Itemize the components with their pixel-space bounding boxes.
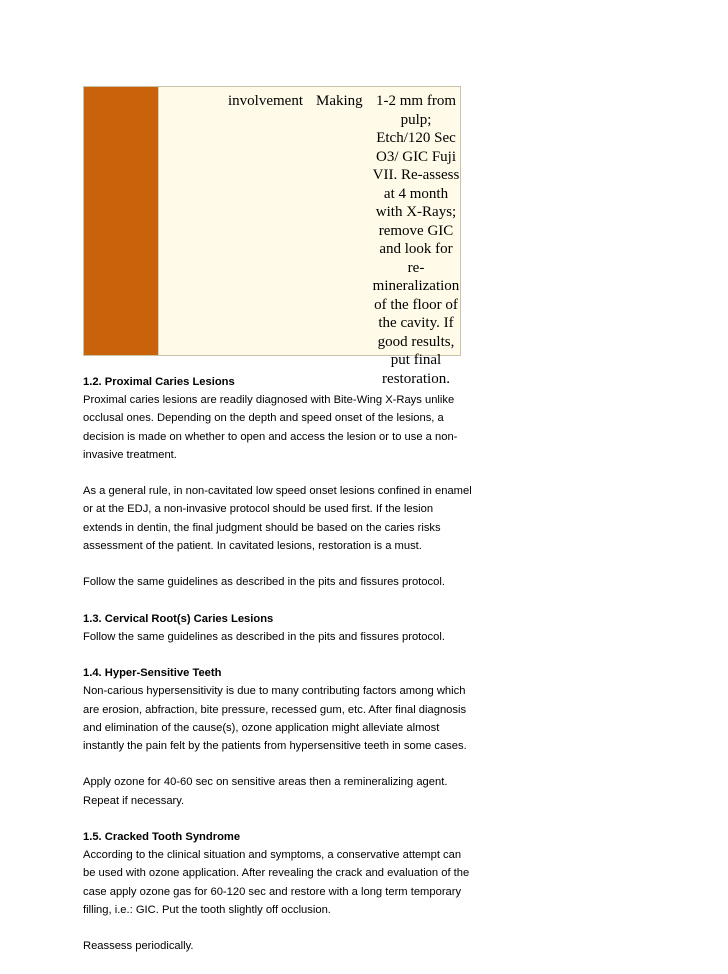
section-heading: 1.3. Cervical Root(s) Caries Lesions bbox=[83, 612, 274, 625]
section-proximal-caries bbox=[83, 373, 473, 591]
paragraph: Apply ozone for 40-60 sec on sensitive areas then a remineralizing agent. Repeat if necessary. bbox=[83, 776, 448, 807]
paragraph: According to the clinical situation and symptoms, a conservative attempt can be used with ozone application. After revealing the crack and evaluation of the case apply ozone gas for 60-120 sec and restore with a long term temporary filling, i.e.: GIC. Put the tooth slightly off occlusion. bbox=[83, 849, 470, 916]
paragraph: Non-carious hypersensitivity is due to many contributing factors among which are erosion, abfraction, bite pressure, recessed gum, etc. After final diagnosis and elimination of the cause(s), ozone application might alleviate almost instantly the pain felt by the patients from hypersensitive teeth in some cases. bbox=[83, 685, 467, 752]
table-cell-protocol: 1-2 mm from pulp; Etch/120 Sec O3/ GIC Fuji VII. Re-assess at 4 month with X-Rays; remove GIC and look for re-mineralization of the floor of the cavity. If good results, put final restoration. bbox=[372, 93, 460, 387]
table-cell-making: Making bbox=[316, 93, 363, 109]
paragraph: Follow the same guidelines as described in the pits and fissures protocol. bbox=[83, 630, 445, 643]
table-color-column bbox=[84, 87, 158, 355]
paragraph: Reassess periodically. bbox=[83, 940, 194, 953]
section-heading: 1.2. Proximal Caries Lesions bbox=[83, 376, 235, 388]
document-body bbox=[83, 373, 473, 974]
paragraph: Follow the same guidelines as described in the pits and fissures protocol. bbox=[83, 576, 445, 589]
section-cracked-tooth bbox=[83, 828, 473, 955]
section-heading: 1.4. Hyper-Sensitive Teeth bbox=[83, 667, 222, 680]
section-heading: 1.5. Cracked Tooth Syndrome bbox=[83, 830, 241, 843]
paragraph: Proximal caries lesions are readily diagnosed with Bite-Wing X-Rays unlike occlusal ones. Depending on the depth and speed onset of the lesions, a decision is made on whether to open and access the lesion or to use a non-invasive treatment. bbox=[83, 394, 458, 461]
column-divider bbox=[158, 87, 159, 355]
paragraph: As a general rule, in non-cavitated low speed onset lesions confined in enamel or at the EDJ, a non-invasive protocol should be used first. If the lesion extends in dentin, the final judgment should be based on the caries risks assessment of the patient. In cavitated lesions, restoration is a must. bbox=[83, 485, 472, 552]
section-cervical-root-caries bbox=[83, 610, 473, 646]
section-hypersensitive-teeth bbox=[83, 664, 473, 810]
table-cell-involvement: involvement bbox=[228, 93, 303, 109]
